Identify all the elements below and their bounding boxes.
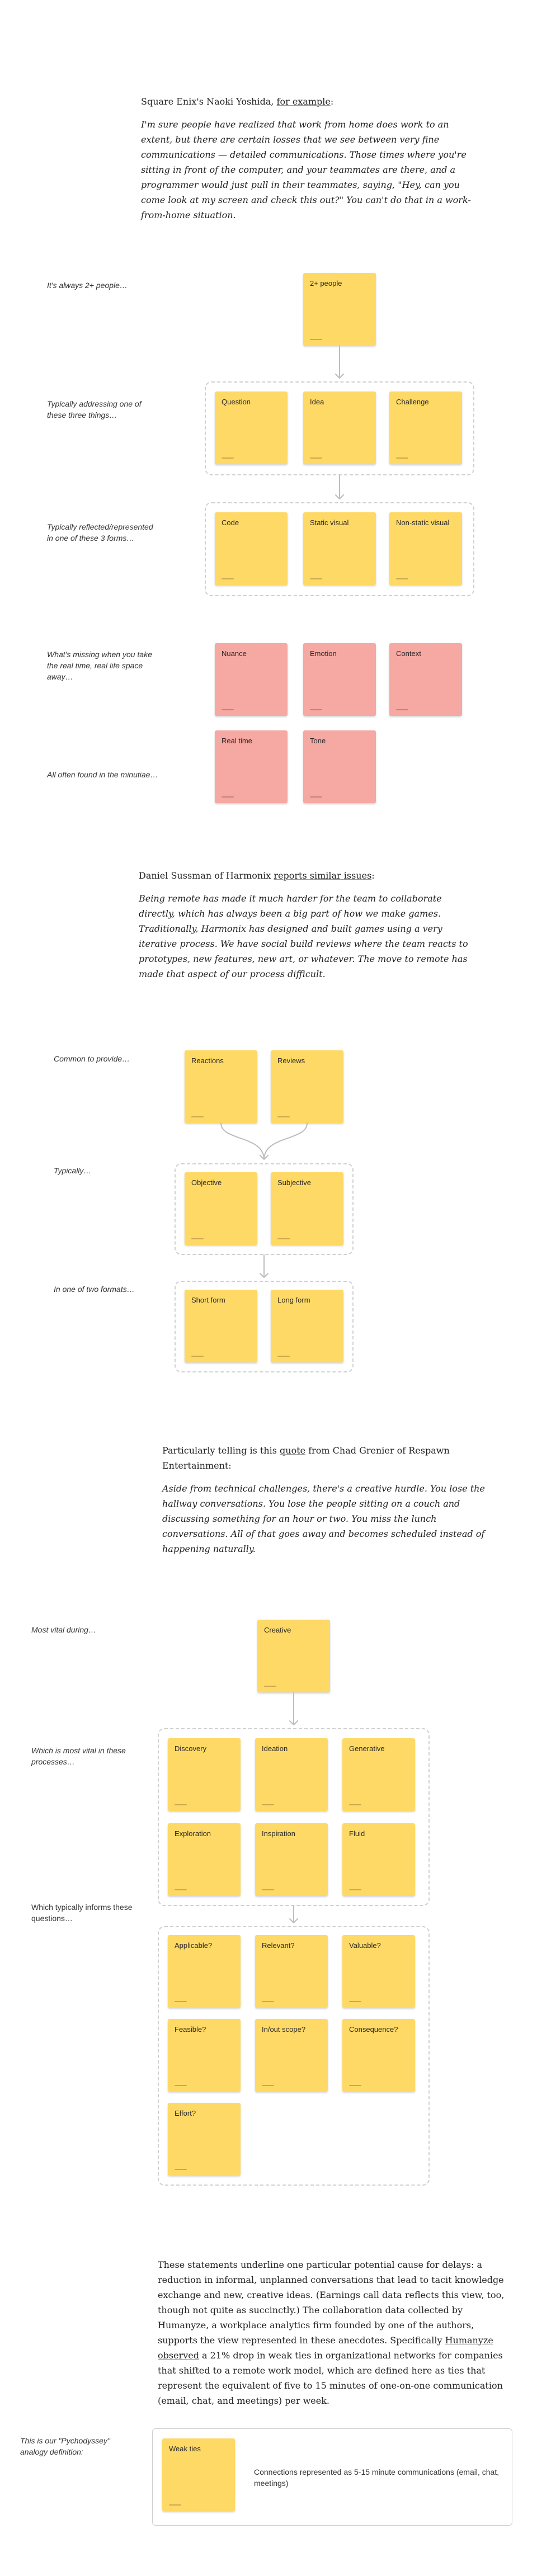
sticky-label: Short form (191, 1296, 225, 1304)
sticky-generative[interactable] (342, 1738, 415, 1811)
sticky-code[interactable] (215, 512, 288, 585)
sticky-relevant[interactable] (255, 1935, 328, 2008)
paragraph-rest: a 21% drop in weak ties in organizational networks for companies that shifted to a remote work model, which are defined here as ties that represent the equivalent of five to 15 minutes of one-on-one communication (email, chat, and meetings) per week. (158, 2350, 503, 2406)
author-tag (349, 1889, 361, 1890)
sticky-label: Reactions (191, 1056, 224, 1065)
sticky-label: Valuable? (349, 1941, 381, 1950)
sticky-challenge[interactable] (389, 391, 462, 464)
note-always-2-people: It's always 2+ people… (47, 281, 128, 290)
paragraph-text: These statements underline one particular potential cause for delays: a reduction in informal, unplanned conversations that lead to tacit knowledge exchange and new, creative ideas. (Earnings call data reflects this view, too, though not quite as succinctly.) The collaboration data collected by Humanyze, a workplace analytics firm founded by one of the authors, supports the view represented in these anecdotes. Specifically (158, 2259, 505, 2346)
sticky-label: Real time (222, 737, 252, 745)
intro-rest: from Chad Grenier of Respawn Entertainment: (162, 1445, 450, 1471)
sticky-label: Tone (310, 737, 326, 745)
author-tag (277, 1356, 290, 1357)
sticky-label: Code (222, 518, 239, 527)
note-most-vital: Most vital during… (31, 1625, 96, 1634)
sticky-question[interactable] (215, 391, 288, 464)
note-processes: Which is most vital in these processes… (31, 1746, 126, 1766)
sticky-label: Exploration (175, 1829, 211, 1838)
sticky-label: Weak ties (169, 2445, 201, 2453)
sticky-label: Emotion (310, 649, 337, 658)
sticky-label: Relevant? (262, 1941, 295, 1950)
sticky-label: Non-static visual (396, 518, 450, 527)
author-tag (277, 1116, 290, 1117)
note-definition: This is our "Pychodyssey" analogy definition: (20, 2436, 110, 2456)
sticky-label: Discovery (175, 1744, 207, 1753)
sticky-discovery[interactable] (168, 1738, 241, 1811)
note-two-formats: In one of two formats… (54, 1285, 135, 1294)
section3-intro (162, 1443, 498, 1564)
sticky-label: Feasible? (175, 2025, 206, 2034)
arrow-merge-head (260, 1155, 268, 1159)
sticky-label: Fluid (349, 1829, 365, 1838)
sticky-weak-ties[interactable] (162, 2438, 235, 2511)
author-tag (262, 1804, 274, 1805)
intro-text: Square Enix's Naoki Yoshida, (141, 96, 277, 107)
sticky-consequence[interactable] (342, 2019, 415, 2092)
sticky-idea[interactable] (303, 391, 376, 464)
author-tag (222, 796, 234, 798)
intro-colon: : (371, 870, 375, 881)
sticky-tone[interactable] (303, 730, 376, 803)
author-tag (310, 457, 322, 459)
note-whats-missing: What's missing when you take the real time, real life space away… (47, 650, 152, 681)
sticky-ideation[interactable] (255, 1738, 328, 1811)
author-tag (310, 339, 322, 340)
author-tag (277, 1238, 290, 1239)
author-tag (310, 796, 322, 798)
note-typically: Typically… (54, 1166, 92, 1175)
arrow-processes-to-questions (290, 1906, 298, 1923)
author-tag (396, 709, 408, 710)
sticky-label: Inspiration (262, 1829, 295, 1838)
sticky-static-visual[interactable] (303, 512, 376, 585)
sticky-label: Effort? (175, 2109, 196, 2117)
note-addressing-three-things: Typically addressing one of these three things… (47, 399, 142, 419)
sticky-non-static-visual[interactable] (389, 512, 462, 585)
author-tag (222, 578, 234, 579)
grenier-quote: Aside from technical challenges, there's a creative hurdle. You lose the hallway conversations. You lose the people sitting on a couch and discussing something for an hour or two. You miss the lunch conversations. All of that goes away and becomes scheduled instead of happening naturally. (162, 1483, 485, 1554)
for-example-link[interactable]: for example (276, 96, 331, 107)
note-reflected-forms: Typically reflected/represented in one of these 3 forms… (47, 522, 153, 542)
sticky-label: Creative (264, 1626, 291, 1634)
arrow-kinds-to-formats (260, 1255, 268, 1277)
sticky-emotion[interactable] (303, 643, 376, 716)
sticky-label: Consequence? (349, 2025, 398, 2034)
sticky-nuance[interactable] (215, 643, 288, 716)
author-tag (191, 1116, 204, 1117)
note-minutiae: All often found in the minutiae… (47, 770, 158, 779)
arrow-reviews-merge (264, 1123, 307, 1159)
author-tag (191, 1238, 204, 1239)
author-tag (264, 1686, 276, 1687)
author-tag (349, 1804, 361, 1805)
author-tag (222, 709, 234, 710)
quote-link[interactable]: quote (280, 1445, 306, 1456)
yoshida-quote: I'm sure people have realized that work from home does work to an extent, but there are certain losses that we see between very fine communications — detailed communications. Those times where you're sitting in front of the computer, and your teammates are there, and a programmer would just pull in their teammates, saying, "Hey, can you come look at my screen and check this out?" You can't do that in a work-from-home situation. (141, 119, 471, 220)
intro-colon: : (330, 96, 334, 107)
author-tag (310, 709, 322, 710)
sticky-long-form[interactable] (271, 1290, 343, 1362)
sticky-label: Generative (349, 1744, 385, 1753)
sticky-label: Context (396, 649, 421, 658)
sticky-2-people[interactable] (303, 273, 376, 346)
sticky-subjective[interactable] (271, 1172, 343, 1245)
author-tag (310, 578, 322, 579)
author-tag (262, 2085, 274, 2086)
sticky-creative[interactable] (257, 1620, 330, 1692)
sticky-exploration[interactable] (168, 1823, 241, 1896)
author-tag (169, 2504, 181, 2506)
sticky-fluid[interactable] (342, 1823, 415, 1896)
sticky-label: Ideation (262, 1744, 288, 1753)
sticky-short-form[interactable] (185, 1290, 257, 1362)
author-tag (396, 578, 408, 579)
intro-text: Daniel Sussman of Harmonix (139, 870, 274, 881)
sticky-in-out-scope[interactable] (255, 2019, 328, 2092)
note-questions: Which typically informs these questions… (31, 1903, 133, 1923)
sticky-context[interactable] (389, 643, 462, 716)
sticky-effort[interactable] (168, 2103, 241, 2176)
author-tag (175, 2085, 187, 2086)
intro-text: Particularly telling is this (162, 1445, 280, 1456)
arrow-reactions-merge (221, 1123, 264, 1159)
sticky-label: Idea (310, 398, 324, 406)
sticky-applicable[interactable] (168, 1935, 241, 2008)
author-tag (175, 2169, 187, 2170)
sticky-label: Static visual (310, 518, 349, 527)
author-tag (349, 2001, 361, 2002)
humanyze-observed-link[interactable]: Humanyze observed (158, 2335, 493, 2361)
sticky-reviews[interactable] (271, 1050, 343, 1123)
sticky-label: Long form (277, 1296, 310, 1304)
sticky-label: Nuance (222, 649, 247, 658)
sticky-label: Challenge (396, 398, 429, 406)
arrow-creative-to-processes (290, 1692, 298, 1725)
section4-paragraph (158, 2257, 506, 2416)
sticky-objective[interactable] (185, 1172, 257, 1245)
author-tag (262, 1889, 274, 1890)
sticky-reactions[interactable] (185, 1050, 257, 1123)
arrow-things-to-forms (336, 475, 343, 499)
weak-ties-definition: Connections represented as 5-15 minute communications (email, chat, meetings) (254, 2468, 500, 2488)
author-tag (262, 2001, 274, 2002)
note-common-to-provide: Common to provide… (54, 1054, 130, 1063)
sussman-quote: Being remote has made it much harder for the team to collaborate directly, which has always been a big part of how we make games. Traditionally, Harmonix has designed and built games using a very iterative process. We have social build reviews where the team reacts to prototypes, new features, new art, or whatever. The move to remote has made that aspect of our process difficult. (139, 893, 468, 979)
reports-similar-issues-link[interactable]: reports similar issues (274, 870, 372, 881)
sticky-feasible[interactable] (168, 2019, 241, 2092)
sticky-label: In/out scope? (262, 2025, 306, 2034)
sticky-inspiration[interactable] (255, 1823, 328, 1896)
arrow-2people-to-things (336, 346, 343, 378)
author-tag (349, 2085, 361, 2086)
sticky-valuable[interactable] (342, 1935, 415, 2008)
sticky-label: 2+ people (310, 279, 342, 287)
sticky-real-time[interactable] (215, 730, 288, 803)
section2-intro (139, 868, 480, 989)
sticky-label: Subjective (277, 1178, 311, 1187)
sticky-label: Applicable? (175, 1941, 213, 1950)
author-tag (175, 1889, 187, 1890)
author-tag (222, 457, 234, 459)
sticky-label: Objective (191, 1178, 222, 1187)
author-tag (191, 1356, 204, 1357)
sticky-label: Question (222, 398, 251, 406)
author-tag (175, 1804, 187, 1805)
section1-intro (141, 94, 477, 230)
sticky-label: Reviews (277, 1056, 305, 1065)
author-tag (175, 2001, 187, 2002)
author-tag (396, 457, 408, 459)
